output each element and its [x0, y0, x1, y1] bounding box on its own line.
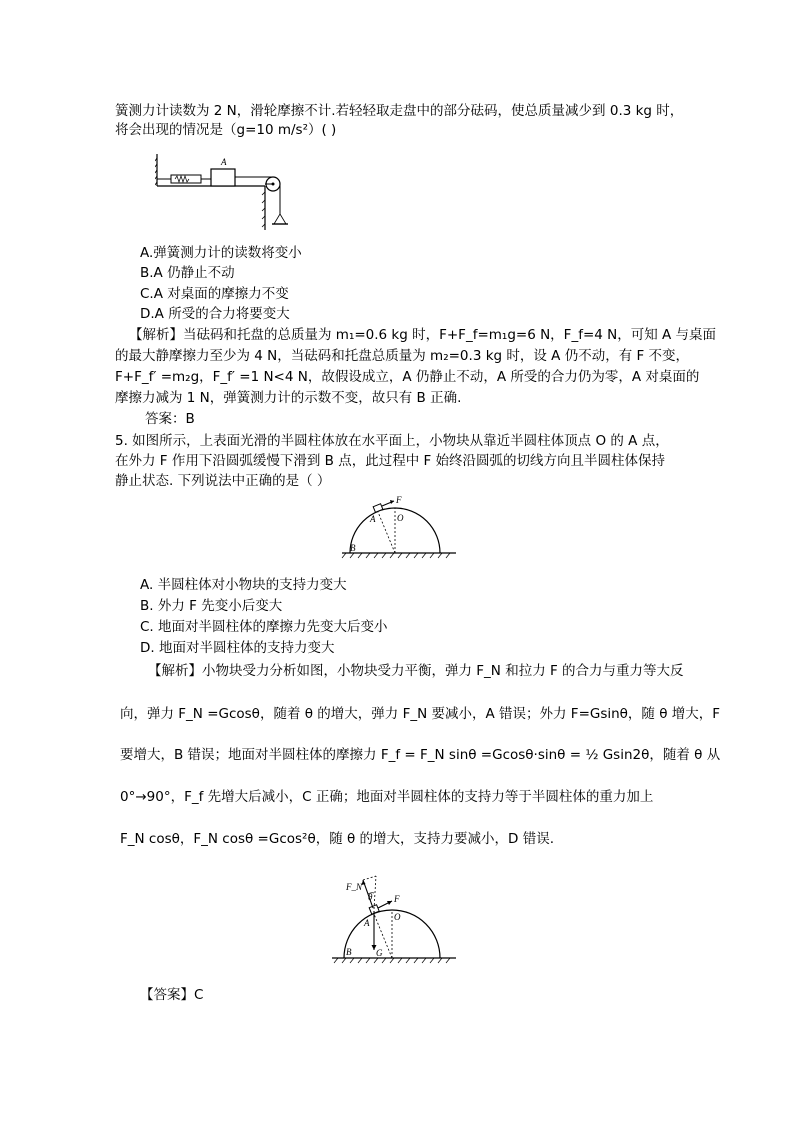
q4-option-c: C.A 对桌面的摩擦力不变 — [140, 286, 289, 302]
q5-stem-line-1: 5. 如图所示，上表面光滑的半圆柱体放在水平面上，小物块从靠近半圆柱体顶点 O 的 A 点， — [115, 433, 669, 449]
q5-stem-line-2: 在外力 F 作用下沿圆弧缓慢下滑到 B 点，此过程中 F 始终沿圆弧的切线方向且半圆柱体保持 — [115, 453, 666, 469]
q5-fig2-label-f: F — [394, 894, 400, 904]
q4-analysis-line-3: F+F_f′ =m₂g，F_f′ =1 N<4 N，故假设成立，A 仍静止不动，A 所受的合力仍为零，A 对桌面的 — [115, 369, 700, 385]
q5-option-d: D. 地面对半圆柱体的支持力变大 — [140, 640, 335, 656]
q4-stem-line-1: 簧测力计读数为 2 N，滑轮摩擦不计.若轻轻取走盘中的部分砝码，使总质量减少到 0.3 kg 时， — [115, 103, 684, 119]
q4-option-d: D.A 所受的合力将要变大 — [140, 306, 290, 322]
q5-option-b: B. 外力 F 先变小后变大 — [140, 598, 283, 614]
q5-fig1-label-a: A — [370, 514, 376, 524]
q5-option-a: A. 半圆柱体对小物块的支持力变大 — [140, 577, 347, 593]
q5-figure-1 — [340, 495, 460, 563]
q5-figure-2 — [330, 868, 460, 968]
q5-analysis-line-1: 【解析】小物块受力分析如图，小物块受力平衡，弹力 F_N 和拉力 F 的合力与重力等大反 — [148, 663, 684, 679]
q5-fig2-label-theta: θ — [368, 892, 373, 902]
q4-figure — [155, 152, 295, 232]
q5-analysis-line-5: F_N cosθ，F_N cosθ =Gcos²θ，随 θ 的增大，支持力要减小，D 错误. — [120, 831, 555, 847]
q4-analysis-line-1: 【解析】当砝码和托盘的总质量为 m₁=0.6 kg 时，F+F_f=m₁g=6 N，F_f=4 N，可知 A 与桌面 — [129, 327, 717, 343]
q5-fig1-label-o: O — [397, 513, 404, 523]
q5-option-c: C. 地面对半圆柱体的摩擦力先变大后变小 — [140, 619, 388, 635]
q5-fig2-label-o: O — [394, 912, 401, 922]
q5-fig2-label-b: B — [346, 947, 352, 957]
q5-analysis-line-2: 向，弹力 F_N =Gcosθ，随着 θ 的增大，弹力 F_N 要减小，A 错误；外力 F=Gsinθ，随 θ 增大，F — [120, 706, 721, 722]
q5-fig1-label-f: F — [396, 495, 402, 505]
q4-option-b: B.A 仍静止不动 — [140, 265, 235, 281]
q4-analysis-line-4: 摩擦力减为 1 N，弹簧测力计的示数不变，故只有 B 正确. — [115, 390, 462, 406]
q5-fig1-label-b: B — [350, 543, 356, 553]
q4-answer: 答案：B — [145, 411, 195, 427]
q4-analysis-line-2: 的最大静摩擦力至少为 4 N，当砝码和托盘总质量为 m₂=0.3 kg 时，设 A 仍不动，有 F 不变， — [115, 348, 690, 364]
q5-fig2-label-g: G — [376, 948, 383, 958]
q4-option-a: A.弹簧测力计的读数将变小 — [140, 245, 302, 261]
q5-analysis-line-3: 要增大，B 错误；地面对半圆柱体的摩擦力 F_f = F_N sinθ =Gcosθ·sinθ = ½ Gsin2θ，随着 θ 从 — [120, 747, 721, 763]
q5-fig2-label-fn: F_N — [346, 882, 363, 892]
q4-label-a: A — [221, 157, 227, 167]
q4-stem-line-2: 将会出现的情况是（g=10 m/s²）( ) — [115, 122, 337, 138]
q5-fig2-label-a: A — [364, 918, 370, 928]
q5-analysis-line-4: 0°→90°，F_f 先增大后减小，C 正确；地面对半圆柱体的支持力等于半圆柱体的重力加上 — [120, 789, 654, 805]
q5-answer: 【答案】C — [140, 987, 204, 1003]
q5-stem-line-3: 静止状态. 下列说法中正确的是（ ） — [115, 473, 331, 489]
